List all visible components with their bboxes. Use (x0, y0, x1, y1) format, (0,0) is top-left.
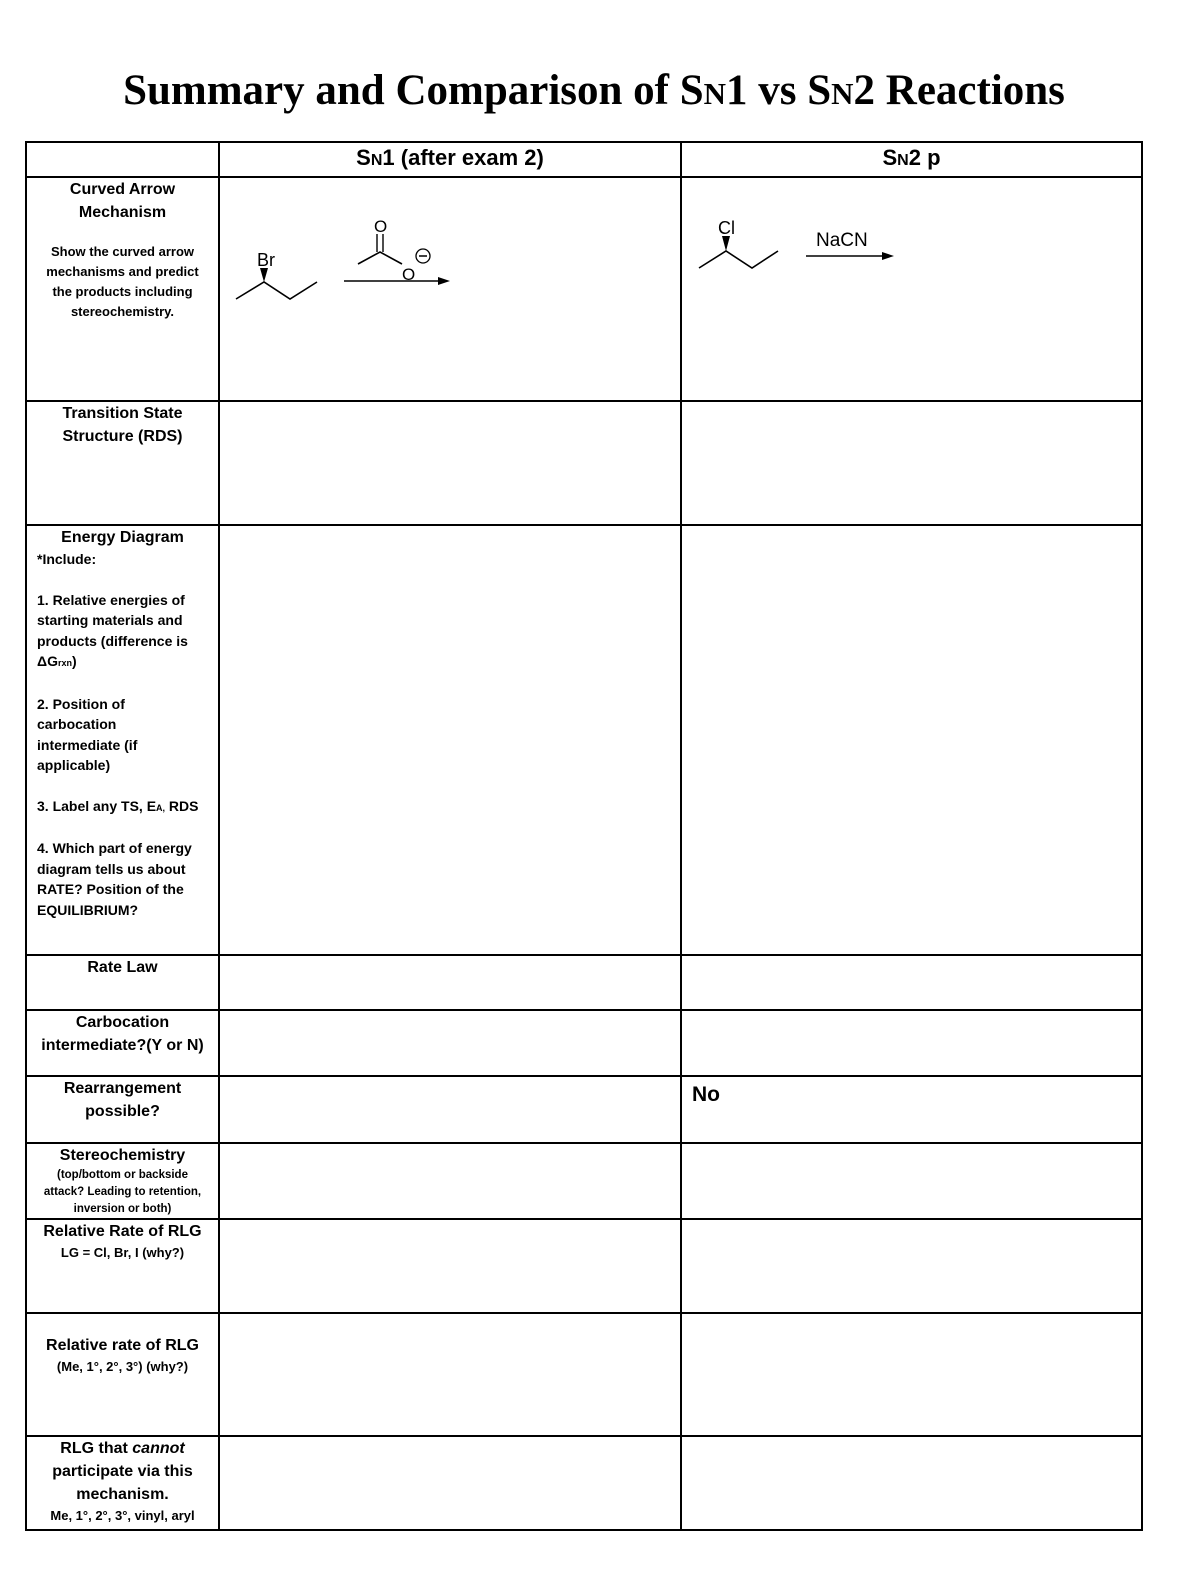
sn1-curved-arrow-cell[interactable] (219, 177, 681, 401)
sn1-relative-rate-substrate-cell[interactable] (219, 1313, 681, 1436)
sn1-carbocation-cell[interactable] (219, 1010, 681, 1076)
sn2-reaction-arrow-icon (806, 252, 894, 260)
sn1-stereochemistry-cell[interactable] (219, 1143, 681, 1219)
sn2-carbocation-cell[interactable] (681, 1010, 1142, 1076)
row-curved-arrow (26, 177, 1142, 401)
comparison-table (25, 141, 1143, 1531)
row-rate-law (26, 955, 1142, 1010)
sn2-rate-law-cell[interactable] (681, 955, 1142, 1010)
row-relative-rate-substrate (26, 1313, 1142, 1436)
sn2-rearrangement-answer: No (692, 1083, 720, 1106)
nacn-reagent-label: NaCN (816, 230, 868, 251)
label-stereochemistry: Stereochemistry (top/bottom or backside attack? Leading to retention, inversion or both) (26, 1143, 219, 1219)
sn1-column-header: SN1 (after exam 2) (219, 142, 681, 177)
row-rearrangement (26, 1076, 1142, 1143)
sn1-rearrangement-cell[interactable] (219, 1076, 681, 1143)
label-rearrangement: Rearrangement possible? (26, 1076, 219, 1143)
label-curved-arrow: Curved Arrow Mechanism Show the curved arrow mechanisms and predict the products including stereochemistry. (26, 177, 219, 401)
bromine-label: Br (257, 250, 275, 270)
page-title: Summary and Comparison of SN1 vs SN2 Reactions (123, 67, 1065, 114)
label-rate-law: Rate Law (26, 955, 219, 1010)
row-carbocation (26, 1010, 1142, 1076)
sn2-rlg-cannot-cell[interactable] (681, 1436, 1142, 1530)
sn1-reaction-scheme (220, 178, 680, 400)
sn2-transition-state-cell[interactable] (681, 401, 1142, 525)
sn2-column-header: SN2 p (681, 142, 1142, 177)
item3-label: 3. Label any TS, EA, RDS (37, 797, 199, 814)
sn1-rlg-cannot-cell[interactable] (219, 1436, 681, 1530)
sn2-rearrangement-cell[interactable] (681, 1076, 1142, 1143)
sn1-energy-diagram-cell[interactable] (219, 525, 681, 955)
2-chlorobutane-structure (699, 218, 778, 268)
acetate-structure (358, 217, 430, 284)
sn2-energy-diagram-cell[interactable] (681, 525, 1142, 955)
header-row (26, 142, 1142, 177)
label-carbocation: Carbocation intermediate?(Y or N) (26, 1010, 219, 1076)
row-energy-diagram (26, 525, 1142, 955)
sn1-rate-law-cell[interactable] (219, 955, 681, 1010)
sn2-reaction-scheme (682, 178, 1141, 400)
label-relative-rate-lg: Relative Rate of RLG LG = Cl, Br, I (why?) (26, 1219, 219, 1313)
row-rlg-cannot (26, 1436, 1142, 1530)
label-relative-rate-substrate: Relative rate of RLG (Me, 1°, 2°, 3°) (why?) (26, 1313, 219, 1436)
label-energy-diagram: Energy Diagram *Include: 1. Relative energies of starting materials and products (difference is ΔGrxn) 2. Position of carbocation intermediate (if applicable) 3. Label any TS, EA, RDS 4. Which part of energy diagram tells us about RATE? Position of the EQUILIBRIUM? (26, 525, 219, 955)
corner-cell (26, 142, 219, 177)
alkoxide-oxygen-label: O (402, 265, 416, 284)
row-relative-rate-lg (26, 1219, 1142, 1313)
chlorine-label: Cl (718, 218, 735, 238)
row-transition-state (26, 401, 1142, 525)
sn1-reaction-arrow-icon (344, 277, 450, 285)
sn1-transition-state-cell[interactable] (219, 401, 681, 525)
2-bromobutane-structure (236, 250, 317, 299)
label-rlg-cannot: RLG that cannot participate via this mechanism. Me, 1°, 2°, 3°, vinyl, aryl (26, 1436, 219, 1530)
carbonyl-oxygen-label: O (374, 217, 388, 236)
sn2-relative-rate-lg-cell[interactable] (681, 1219, 1142, 1313)
sn2-relative-rate-substrate-cell[interactable] (681, 1313, 1142, 1436)
row-stereochemistry (26, 1143, 1142, 1219)
sn1-relative-rate-lg-cell[interactable] (219, 1219, 681, 1313)
sn2-curved-arrow-cell[interactable] (681, 177, 1142, 401)
sn2-stereochemistry-cell[interactable] (681, 1143, 1142, 1219)
delta-g-rxn: ΔGrxn) (37, 653, 77, 669)
label-transition-state: Transition State Structure (RDS) (26, 401, 219, 525)
